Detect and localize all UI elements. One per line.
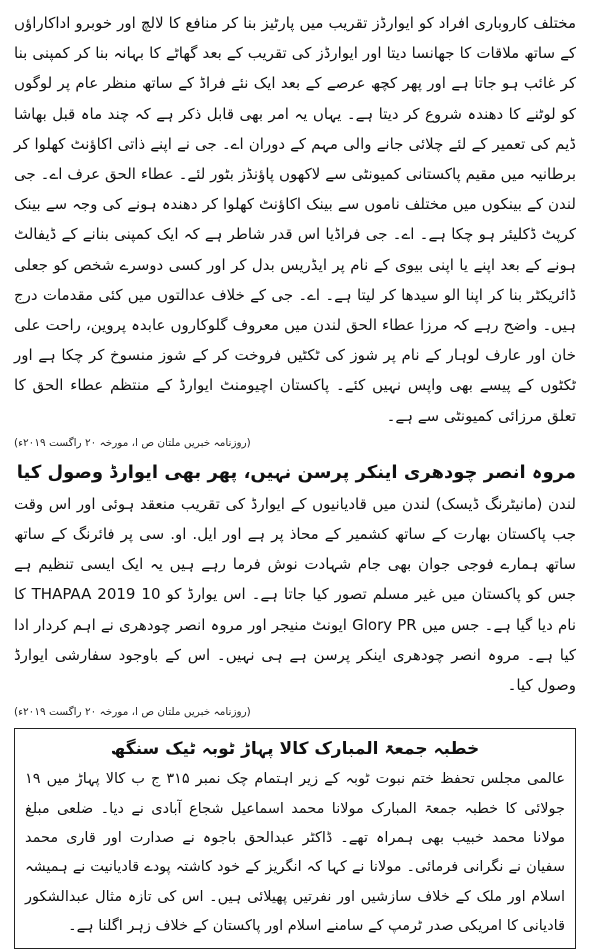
article-body: مختلف کاروباری افراد کو ایوارڈز تقریب میں پارٹیز بنا کر منافع کا لالچ اور خوبرو اداکاراؤں کے ساتھ ملاقات کا جھانسا دیتا اور ایوارڈز کی تقریب کے بعد گھاٹے کا بہانہ بنا کر کمپنی بنا کر غائب ہو جاتا ہے اور پھر کچھ عرصے کے بعد ایک نئے فراڈ کے ساتھ منظر عام پر لوگوں کو لوٹنے کا دھندہ شروع کر دیتا ہے۔ یہاں یہ امر بھی قابل ذکر ہے کہ چند ماہ قبل بھاشا ڈیم کی تعمیر کے لئے چلائی جانے والی مہم کے دوران اے۔ جی نے اپنے ذاتی اکاؤنٹ کھلوا کر برطانیہ میں مقیم پاکستانی کمیونٹی سے لاکھوں پاؤنڈز بٹور لئے۔ عطاء الحق عرف اے۔ جی لندن کے بینکوں میں مختلف ناموں سے بینک اکاؤنٹ کھلوا کر دھندہ ہونے کی وجہ سے بینک کرپٹ ڈکلیئر ہو چکا ہے۔ اے۔ جی فراڈیا اس قدر شاطر ہے کہ ایک کمپنی بنانے کے ڈیفالٹ ہونے کے بعد اپنے یا اپنی بیوی کے نام پر ایڈریس بدل کر اور کسی دوسرے شخص کو جعلی ڈائریکٹر بنا کر اپنا الو سیدھا کر لیتا ہے۔ اے۔ جی کے خلاف عدالتوں میں کئی مقدمات درج ہیں۔ واضح رہے کہ مرزا عطاء الحق لندن میں معروف گلوکاروں عابدہ پروین، راحت علی خان اور عارف لوہار کے نام پر شوز کی ٹکٹیں فروخت کر کے شوز منسوخ کر چکا ہے اور ٹکٹوں کے پیسے بھی واپس نہیں کئے۔ پاکستان اچیومنٹ ایوارڈ کے منتظم عطاء الحق کا تعلق مرزائی کمیونٹی سے ہے۔ (14, 14, 576, 425)
box-body: عالمی مجلس تحفظ ختم نبوت ٹوبہ کے زیر اہتمام چک نمبر ۳۱۵ ج ب کالا پہاڑ میں ۱۹ جولائی کا خطبہ جمعۃ المبارک مولانا محمد اسماعیل شجاع آبادی نے دیا۔ ضلعی مبلغ مولانا محمد خبیب بھی ہمراہ تھے۔ ڈاکٹر عبدالحق باجوہ نے صدارت اور قاری محمد سفیان نے نگرانی فرمائی۔ مولانا نے کہا کہ انگریز کے خود کاشتہ پودے قادیانیت نے ہمیشہ اسلام اور ملک کے خلاف سازشیں اور نفرتیں پھیلائی ہیں۔ اس کی تازہ مثال عبدالشکور قادیانی کا امریکی صدر ٹرمپ کے سامنے اسلام اور پاکستان کے خلاف زہر اگلنا ہے۔ (25, 771, 565, 935)
source-citation: (روزنامہ خبریں ملتان ص ا، مورخہ ۲۰ راگست ۲۰۱۹ء) (14, 436, 251, 449)
source-citation: (روزنامہ خبریں ملتان ص ا، مورخہ ۲۰ راگست ۲۰۱۹ء) (14, 706, 251, 719)
box-title: خطبہ جمعۃ المبارک کالا پہاڑ ٹوبہ ٹیک سنگھ (110, 739, 480, 760)
article-body: لندن (مانیٹرنگ ڈیسک) لندن میں قادیانیوں کے ایوارڈ کی تقریب منعقد ہوئی اور اس وقت جب پاکستان بھارت کے ساتھ کشمیر کے محاذ پر ہے اور ایل. او. سی پر فائرنگ کے ساتھ ساتھ ہمارے فوجی جوان بھی جام شہادت نوش فرما رہے ہیں یہ ایک ایسی تنظیم ہے جس کو پاکستان میں غیر مسلم تصور کیا جاتا ہے۔ اس یوارڈ کو 10 THAPAA 2019 کا نام دیا گیا ہے۔ جس میں Glory PR ایونٹ منیجر اور مروہ انصر چودھری نے اہم کردار ادا کیا ہے۔ مروہ انصر چودھری اینکر پرسن ہے ہی نہیں۔ اس کے باوجود سفارشی ایوارڈ وصول کیا۔ (14, 494, 577, 695)
article-heading: مروہ انصر چودھری اینکر پرسن نہیں، پھر بھی ایوارڈ وصول کیا (16, 461, 576, 483)
article-fraud-report (14, 8, 576, 451)
sermon-box (14, 728, 576, 948)
article-award-report (14, 459, 576, 720)
